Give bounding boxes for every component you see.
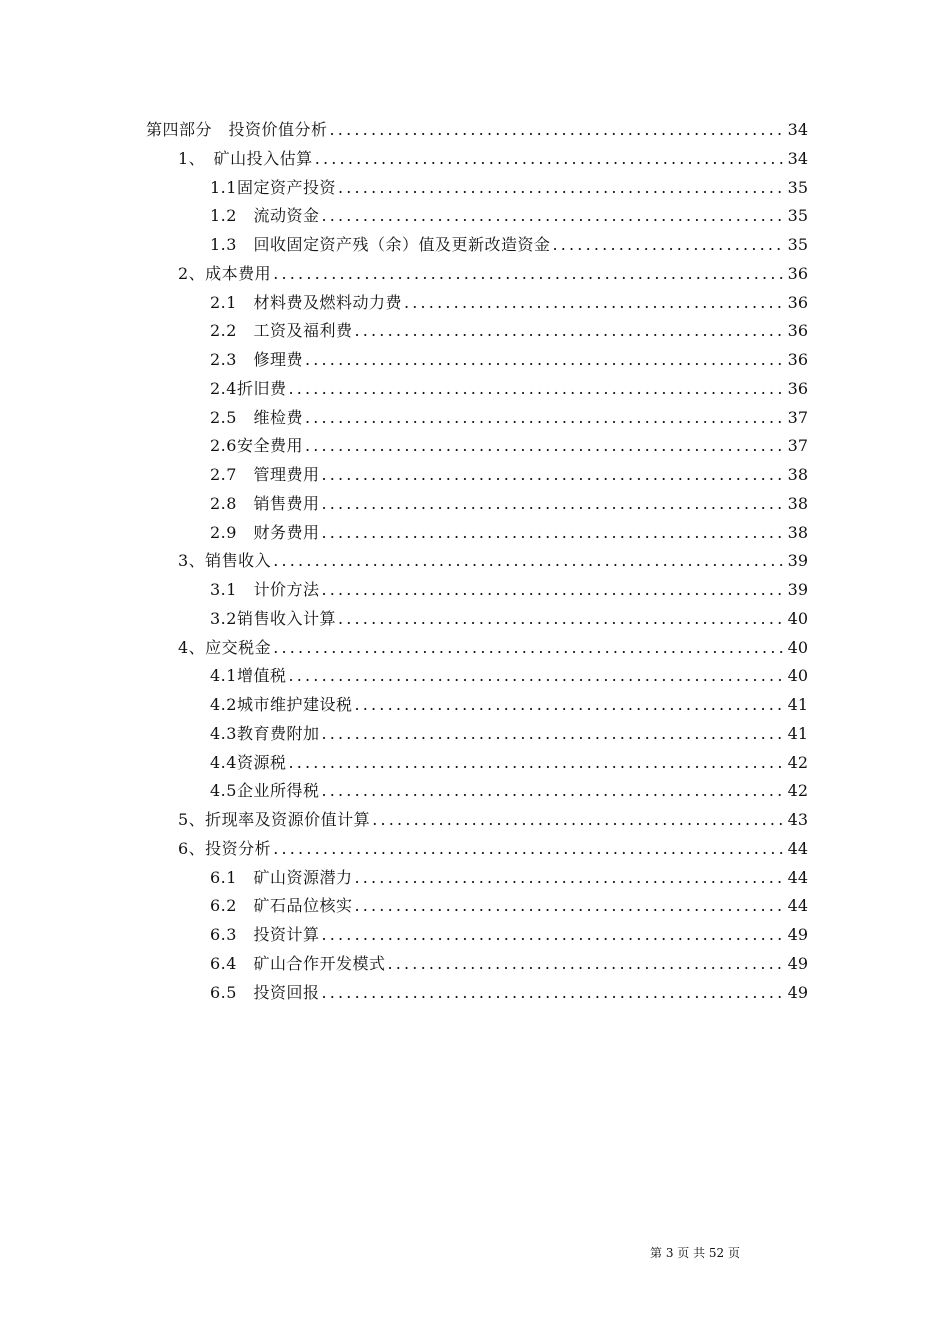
toc-entry-title: 6.4 矿山合作开发模式: [210, 953, 386, 973]
toc-dot-leader: [352, 892, 785, 921]
toc-row: [0, 317, 950, 346]
toc-row: [0, 921, 950, 950]
toc-row: [0, 950, 950, 979]
toc-row: [0, 720, 950, 749]
toc-entry[interactable]: [178, 634, 808, 663]
toc-row: [0, 260, 950, 289]
toc-entry-title: 6.2 矿石品位核实: [210, 896, 353, 916]
toc-entry-title: 1、 矿山投入估算: [178, 148, 313, 168]
toc-entry-page-number: 36: [787, 378, 808, 398]
toc-row: [0, 202, 950, 231]
toc-row: [0, 116, 950, 145]
toc-entry-title: 4.2城市维护建设税: [210, 695, 353, 714]
toc-entry-title: 第四部分 投资价值分析: [146, 120, 328, 139]
toc-row: [0, 231, 950, 260]
toc-dot-leader: [328, 116, 786, 145]
toc-dot-leader: [303, 432, 786, 461]
toc-entry[interactable]: [210, 979, 808, 1008]
toc-dot-leader: [303, 404, 786, 433]
toc-entry[interactable]: [210, 375, 808, 404]
toc-row: [0, 979, 950, 1008]
toc-entry[interactable]: [210, 720, 808, 749]
toc-dot-leader: [402, 289, 786, 318]
toc-row: [0, 864, 950, 893]
toc-entry[interactable]: [210, 461, 808, 490]
toc-row: [0, 404, 950, 433]
toc-entry-page-number: 38: [787, 522, 808, 542]
toc-row: [0, 145, 950, 174]
toc-entry-title: 6.1 矿山资源潜力: [210, 867, 353, 887]
toc-entry[interactable]: [210, 289, 808, 318]
toc-dot-leader: [286, 662, 785, 691]
toc-row: [0, 777, 950, 806]
toc-entry[interactable]: [210, 404, 808, 433]
toc-entry[interactable]: [210, 174, 808, 203]
toc-entry-title: 4、应交税金: [178, 637, 272, 657]
toc-entry-title: 4.3教育费附加: [210, 723, 320, 743]
toc-entry-page-number: 38: [787, 493, 808, 513]
toc-dot-leader: [286, 749, 785, 778]
toc-dot-leader: [319, 979, 785, 1008]
toc-entry-page-number: 36: [787, 321, 808, 341]
toc-entry[interactable]: [210, 346, 808, 375]
toc-entry-page-number: 49: [787, 925, 808, 944]
toc-entry-title: 2.3 修理费: [210, 350, 303, 369]
toc-entry-page-number: 49: [787, 953, 808, 973]
toc-entry-page-number: 39: [787, 551, 808, 571]
toc-entry-title: 2.4折旧费: [210, 378, 287, 398]
toc-row: [0, 835, 950, 864]
toc-dot-leader: [352, 317, 785, 346]
toc-entry[interactable]: [210, 317, 808, 346]
toc-entry-title: 4.5企业所得税: [210, 781, 320, 801]
toc-entry-page-number: 35: [787, 235, 808, 254]
toc-row: [0, 634, 950, 663]
toc-entry-page-number: 41: [787, 695, 808, 714]
toc-entry-title: 2.9 财务费用: [210, 522, 320, 542]
toc-dot-leader: [313, 145, 786, 174]
toc-entry-title: 3.1 计价方法: [210, 580, 320, 599]
toc-entry[interactable]: [210, 605, 808, 634]
toc-dot-leader: [319, 490, 785, 519]
toc-entry-title: 1.1固定资产投资: [210, 177, 336, 197]
toc-entry[interactable]: [178, 547, 808, 576]
toc-row: [0, 432, 950, 461]
toc-entry[interactable]: [210, 576, 808, 605]
toc-row: [0, 576, 950, 605]
toc-dot-leader: [319, 519, 785, 548]
toc-entry-title: 4.1增值税: [210, 666, 287, 686]
toc-entry-page-number: 38: [787, 465, 808, 484]
toc-entry[interactable]: [210, 864, 808, 893]
toc-entry-page-number: 34: [787, 148, 808, 168]
toc-entry-title: 6.5 投资回报: [210, 982, 320, 1002]
toc-entry-page-number: 37: [787, 436, 808, 456]
toc-entry[interactable]: [210, 950, 808, 979]
toc-entry-title: 2、成本费用: [178, 263, 272, 283]
toc-entry-page-number: 34: [787, 120, 808, 139]
toc-row: [0, 461, 950, 490]
toc-row: [0, 662, 950, 691]
toc-entry-title: 2.6安全费用: [210, 436, 303, 456]
toc-entry[interactable]: [210, 202, 808, 231]
page-footer: 第 3 页 共 52 页: [650, 1246, 740, 1260]
toc-dot-leader: [550, 231, 785, 260]
toc-dot-leader: [271, 835, 785, 864]
toc-dot-leader: [319, 461, 785, 490]
toc-entry-title: 1.2 流动资金: [210, 206, 320, 226]
toc-row: [0, 174, 950, 203]
toc-entry[interactable]: [210, 662, 808, 691]
toc-entry-title: 1.3 回收固定资产残（余）值及更新改造资金: [210, 235, 551, 254]
toc-dot-leader: [303, 346, 786, 375]
toc-row: [0, 691, 950, 720]
toc-entry-title: 2.7 管理费用: [210, 465, 320, 484]
toc-entry-page-number: 41: [787, 723, 808, 743]
toc-entry-title: 2.8 销售费用: [210, 493, 320, 513]
toc-entry-page-number: 44: [787, 838, 808, 858]
toc-row: [0, 605, 950, 634]
toc-entry[interactable]: [210, 921, 808, 950]
toc-entry[interactable]: [178, 260, 808, 289]
toc-entry[interactable]: [210, 749, 808, 778]
toc-entry[interactable]: [210, 490, 808, 519]
toc-row: [0, 375, 950, 404]
toc-entry-page-number: 44: [787, 896, 808, 916]
toc-entry[interactable]: [210, 519, 808, 548]
toc-entry-title: 6.3 投资计算: [210, 925, 320, 944]
toc-dot-leader: [319, 720, 785, 749]
toc-row: [0, 289, 950, 318]
toc-entry-title: 5、折现率及资源价值计算: [178, 810, 371, 829]
toc-dot-leader: [271, 260, 785, 289]
toc-entry-page-number: 36: [787, 292, 808, 312]
toc-dot-leader: [385, 950, 785, 979]
toc-entry-page-number: 36: [787, 263, 808, 283]
toc-entry-page-number: 42: [787, 781, 808, 801]
toc-dot-leader: [336, 174, 786, 203]
toc-entry[interactable]: [210, 231, 808, 260]
toc-entry[interactable]: [178, 145, 808, 174]
toc-entry-title: 4.4资源税: [210, 752, 287, 772]
toc-entry-page-number: 40: [787, 666, 808, 686]
toc-entry-page-number: 40: [787, 608, 808, 628]
toc-entry[interactable]: [146, 116, 808, 145]
toc-entry[interactable]: [178, 835, 808, 864]
toc-entry-page-number: 40: [787, 637, 808, 657]
toc-entry-title: 3、销售收入: [178, 551, 272, 571]
toc-dot-leader: [352, 864, 785, 893]
toc-entry-page-number: 49: [787, 982, 808, 1002]
toc-dot-leader: [370, 806, 785, 835]
toc-entry[interactable]: [210, 777, 808, 806]
toc-dot-leader: [352, 691, 785, 720]
toc-entry-page-number: 35: [787, 206, 808, 226]
toc-entry[interactable]: [210, 432, 808, 461]
toc-row: [0, 346, 950, 375]
toc-entry[interactable]: [210, 691, 808, 720]
toc-dot-leader: [319, 921, 785, 950]
toc-row: [0, 892, 950, 921]
toc-row: [0, 749, 950, 778]
toc-entry-page-number: 44: [787, 867, 808, 887]
toc-entry-title: 2.1 材料费及燃料动力费: [210, 292, 402, 312]
toc-entry-page-number: 43: [787, 810, 808, 829]
toc-entry-page-number: 35: [787, 177, 808, 197]
toc-entry[interactable]: [210, 892, 808, 921]
toc-row: [0, 806, 950, 835]
toc-dot-leader: [271, 634, 785, 663]
toc-entry-page-number: 42: [787, 752, 808, 772]
table-of-contents: [0, 116, 950, 1007]
toc-entry-page-number: 37: [787, 407, 808, 427]
toc-entry-title: 3.2销售收入计算: [210, 608, 336, 628]
toc-entry-page-number: 36: [787, 350, 808, 369]
toc-dot-leader: [286, 375, 785, 404]
toc-dot-leader: [319, 576, 785, 605]
toc-entry[interactable]: [178, 806, 808, 835]
toc-row: [0, 547, 950, 576]
toc-entry-title: 2.5 维检费: [210, 407, 303, 427]
toc-dot-leader: [319, 777, 785, 806]
toc-entry-title: 2.2 工资及福利费: [210, 321, 353, 341]
toc-entry-page-number: 39: [787, 580, 808, 599]
toc-row: [0, 519, 950, 548]
toc-dot-leader: [271, 547, 785, 576]
toc-entry-title: 6、投资分析: [178, 838, 272, 858]
toc-row: [0, 490, 950, 519]
toc-dot-leader: [336, 605, 786, 634]
toc-dot-leader: [319, 202, 785, 231]
